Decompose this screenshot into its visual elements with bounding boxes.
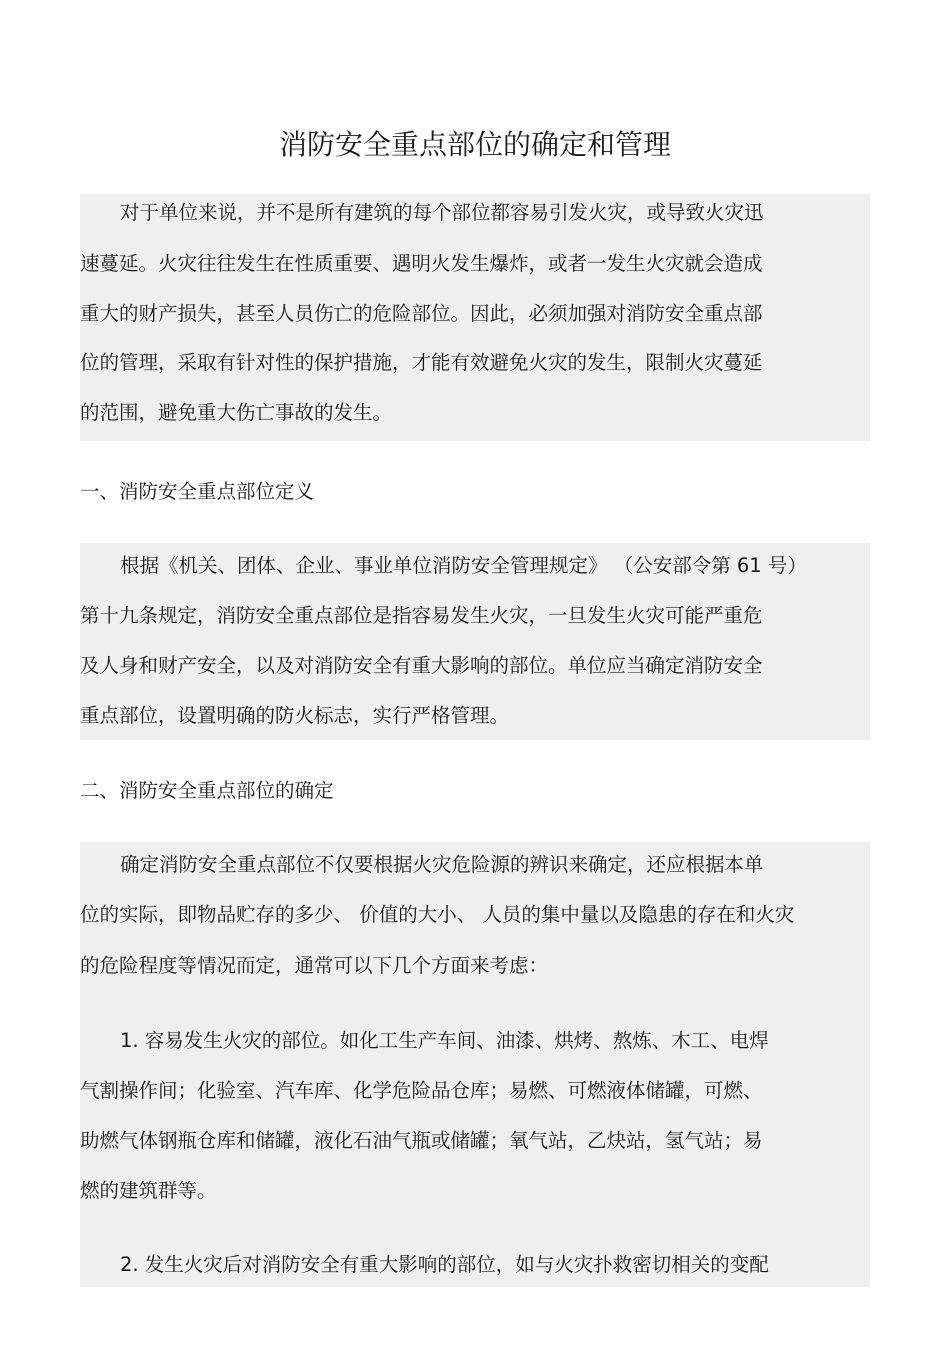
list-item-line: 气割操作间；化验室、汽车库、化学危险品仓库；易燃、可燃液体储罐，可燃、 — [80, 1079, 763, 1102]
list-item-line: 2. 发生火灾后对消防安全有重大影响的部位，如与火灾扑救密切相关的变配 — [120, 1253, 769, 1276]
section-heading-definition: 一、消防安全重点部位定义 — [80, 480, 315, 503]
text-line: 位的实际，即物品贮存的多少、 价值的大小、 人员的集中量以及隐患的存在和火灾 — [80, 903, 795, 926]
text-line: 的危险程度等情况而定，通常可以下几个方面来考虑： — [80, 954, 549, 977]
text-line: 的范围，避免重大伤亡事故的发生。 — [80, 401, 393, 424]
text-line: 对于单位来说，并不是所有建筑的每个部位都容易引发火灾，或导致火灾迅 — [120, 201, 764, 224]
list-item-line: 1. 容易发生火灾的部位。如化工生产车间、油漆、烘烤、熬炼、木工、电焊 — [120, 1029, 769, 1052]
text-line: 位的管理，采取有针对性的保护措施，才能有效避免火灾的发生，限制火灾蔓延 — [80, 351, 763, 374]
text-line: 第十九条规定，消防安全重点部位是指容易发生火灾，一旦发生火灾可能严重危 — [80, 604, 763, 627]
definition-paragraph — [80, 543, 870, 740]
text-line: 速蔓延。火灾往往发生在性质重要、遇明火发生爆炸，或者一发生火灾就会造成 — [80, 252, 763, 275]
list-item-line: 助燃气体钢瓶仓库和储罐，液化石油气瓶或储罐；氧气站，乙炔站，氢气站；易 — [80, 1129, 763, 1152]
intro-paragraph — [80, 194, 870, 441]
section-heading-determination: 二、消防安全重点部位的确定 — [80, 779, 334, 802]
text-line: 重大的财产损失，甚至人员伤亡的危险部位。因此，必须加强对消防安全重点部 — [80, 302, 763, 325]
document-title: 消防安全重点部位的确定和管理 — [278, 128, 671, 161]
determination-content — [80, 842, 870, 1287]
text-line: 确定消防安全重点部位不仅要根据火灾危险源的辨识来确定，还应根据本单 — [120, 853, 764, 876]
text-line: 根据《机关、团体、企业、事业单位消防安全管理规定》 （公安部令第 61 号） — [120, 554, 807, 577]
list-item-line: 燃的建筑群等。 — [80, 1179, 217, 1202]
text-line: 重点部位，设置明确的防火标志，实行严格管理。 — [80, 704, 510, 727]
text-line: 及人身和财产安全，以及对消防安全有重大影响的部位。单位应当确定消防安全 — [80, 654, 763, 677]
